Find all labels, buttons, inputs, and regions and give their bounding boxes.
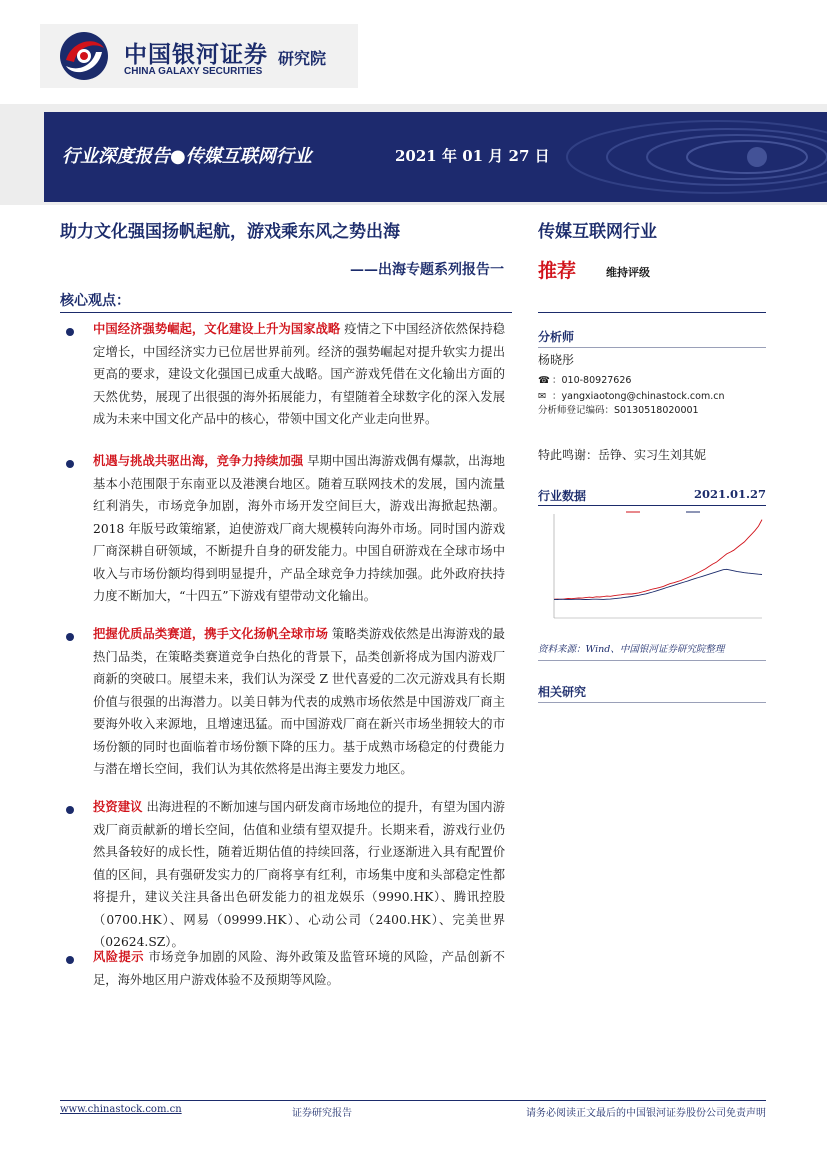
industry-data-label: 行业数据: [538, 489, 587, 503]
bullet-icon: [66, 460, 74, 468]
point-2: [93, 450, 505, 608]
industry-data-divider: [538, 505, 766, 506]
report-subtitle: ——出海专题系列报告一: [350, 262, 504, 278]
analyst-phone: [538, 372, 631, 386]
analyst-name: 杨晓彤: [538, 353, 575, 367]
point-4-text: 出海进程的不断加速与国内研发商市场地位的提升，有望为国内游戏厂商贡献新的增长空间，估值和业绩有望双提升。长期来看，游戏行业仍然具备较好的成长性，随着近期估值的持续回落，行业逐渐进入具有配置价值的区间，具有强研发实力的厂商将享有红利，市场集中度和头部稳定性都将提升，建议关注具备出色研发能力的祖龙娱乐（9990.HK）、腾讯控股（0700.HK）、网易（09999.HK）、心动公司（2400.HK）、完美世界（02624.SZ）。: [93, 800, 505, 949]
footer-disclaimer: 请务必阅读正文最后的中国银河证券股份公司免责声明: [526, 1108, 766, 1119]
email-icon: ✉: [538, 391, 546, 402]
related-research-divider: [538, 702, 766, 703]
chart-series-line-2: [554, 569, 762, 599]
point-4: [93, 796, 505, 954]
point-5-keyword: 风险提示: [93, 949, 145, 964]
analyst-label: 分析师: [538, 330, 575, 344]
banner-swirl-decoration: [527, 112, 827, 202]
analyst-cert: 分析师登记编码：S0130518020001: [538, 405, 699, 416]
logo-cn-text: 中国银河证券: [124, 42, 268, 68]
point-3: [93, 623, 505, 781]
point-3-text: 策略类游戏依然是出海游戏的最热门品类，在策略类赛道竞争白热化的背景下，品类创新将成为国内游戏厂商新的突破口。展望未来，我们认为深受 Z 世代喜爱的二次元游戏具有长期价值与很强的出海潜力。以美日韩为代表的成熟市场依然是中国游戏厂商主要海外收入来源地，且增速迅猛。而中国游戏厂商在新兴市场坐拥较大的市场份额的同时也面临着市场份额下降的压力。基于成熟市场稳定的付费能力与潜在增长空间，我们认为其依然将是出海主要发力地区。: [93, 627, 505, 776]
chart-series-line-1: [554, 520, 762, 600]
logo-suffix: 研究院: [278, 49, 327, 68]
rating: 推荐: [538, 260, 577, 282]
source-divider: [538, 660, 766, 661]
phone-icon: ☎: [538, 375, 550, 386]
industry-name: 传媒互联网行业: [538, 222, 657, 242]
footer-center-text: 证券研究报告: [292, 1108, 352, 1119]
footer-divider: [60, 1100, 766, 1101]
point-1-keyword: 中国经济强势崛起，文化建设上升为国家战略: [93, 321, 341, 336]
bullet-icon: [66, 806, 74, 814]
analyst-divider: [538, 347, 766, 348]
point-4-keyword: 投资建议: [93, 799, 143, 814]
logo-en-text: CHINA GALAXY SECURITIES: [124, 66, 263, 77]
core-views-heading: 核心观点：: [60, 293, 130, 309]
industry-data-date: 2021.01.27: [693, 487, 766, 501]
rating-note: 维持评级: [606, 266, 650, 279]
bullet-icon: [66, 633, 74, 641]
analyst-email: [538, 388, 725, 402]
point-3-keyword: 把握优质品类赛道，携手文化扬帆全球市场: [93, 626, 328, 641]
acknowledgements: 特此鸣谢：岳铮、实习生刘其妮: [538, 448, 707, 462]
analyst-phone-text: ：010-80927626: [552, 375, 632, 386]
core-views-divider: [60, 312, 512, 313]
logo: [40, 24, 358, 88]
point-5: [93, 946, 505, 991]
rating-divider: [538, 312, 766, 313]
report-title: 助力文化强国扬帆起航，游戏乘东风之势出海: [60, 222, 400, 242]
galaxy-logo-icon: [58, 30, 110, 82]
bullet-icon: [66, 328, 74, 336]
banner-title: 行业深度报告●传媒互联网行业: [62, 146, 312, 167]
footer-website-link[interactable]: www.chinastock.com.cn: [60, 1104, 182, 1115]
point-2-text: 早期中国出海游戏偶有爆款，出海地基本小范围限于东南亚以及港澳台地区。随着互联网技术的发展，国内流量红利消失，市场竞争加剧，海外市场开发空间巨大，游戏出海掀起热潮。2018 年版号政策缩紧，迫使游戏厂商大规模转向海外市场。同时国内游戏厂商深耕自研领域，不断提升自身的研发能力。中国自研游戏在全球市场中收入与市场份额均得到明显提升，产品全球竞争力持续加强。此外政府扶持力度不断加大，“十四五”下游戏有望带动文化输出。: [93, 454, 505, 603]
point-2-keyword: 机遇与挑战共驱出海，竞争力持续加强: [93, 453, 304, 468]
point-1-text: 疫情之下中国经济依然保持稳定增长，中国经济实力已位居世界前列。经济的强势崛起对提升软实力提出更高的要求，建设文化强国已成重大战略。国产游戏凭借在文化输出方面的天然优势，展现了出很强的海外拓展能力，有望随着全球数字化的深入发展成为未来中国文化产品中的核心，带领中国文化产业走向世界。: [93, 322, 505, 426]
point-1: [93, 318, 505, 431]
related-research-label: 相关研究: [538, 685, 587, 699]
banner-date: 2021 年 01 月 27 日: [395, 147, 550, 165]
chart-source: 资料来源：Wind、中国银河证券研究院整理: [538, 644, 725, 655]
point-5-text: 市场竞争加剧的风险、海外政策及监管环境的风险，产品创新不足，海外地区用户游戏体验不及预期等风险。: [93, 950, 505, 987]
analyst-email-text: ：yangxiaotong@chinastock.com.cn: [552, 391, 725, 402]
industry-index-chart: [536, 508, 766, 634]
bullet-icon: [66, 956, 74, 964]
